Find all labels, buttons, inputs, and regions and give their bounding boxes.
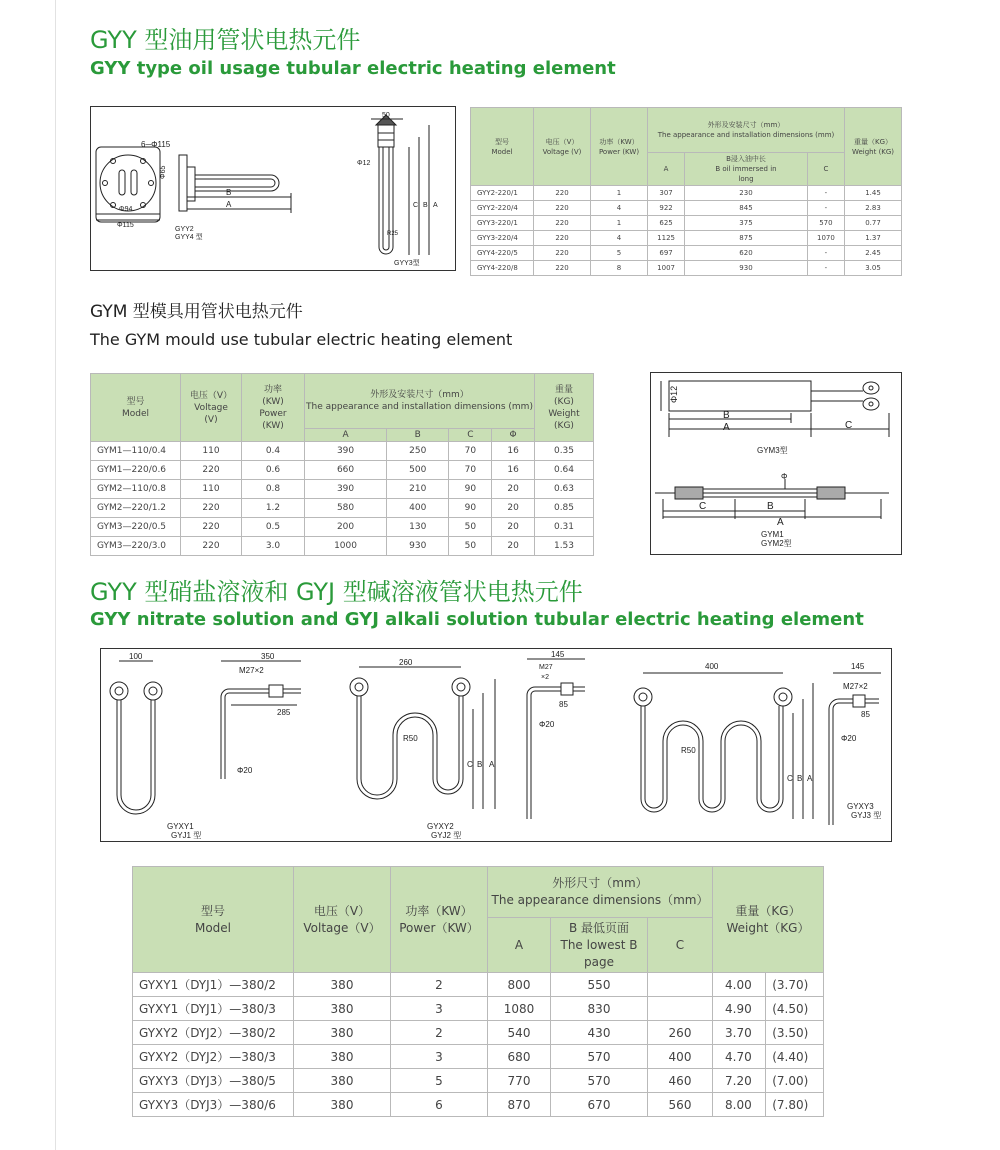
table-row: GYM2—220/1.2 220 1.2 580 400 90 20 0.85	[91, 499, 594, 518]
section2-title-cn: GYM 型模具用管状电热元件	[90, 302, 303, 322]
d3-type1b: GYJ1 型	[171, 831, 202, 840]
diagram-gyy-nitrate	[100, 648, 892, 842]
d3-m27v1: M27	[539, 664, 553, 671]
d1-phi12: Φ12	[357, 160, 371, 167]
d2-b2: B	[767, 501, 774, 512]
t2-h-phi: Φ	[492, 429, 535, 442]
table-row: GYXY1（DYJ1）—380/2 380 2 800 550 4.00 (3.70)	[133, 973, 824, 997]
table-gyy-nitrate	[132, 866, 824, 1117]
t1-h-weight: 重量（KG） Weight (KG)	[845, 108, 902, 186]
d1-r25: R25	[387, 231, 399, 237]
table-gyy-oil	[470, 107, 902, 276]
t3-h-model: 型号 Model	[133, 867, 294, 973]
t2-h-model: 型号 Model	[91, 374, 181, 442]
t3-h-a: A	[488, 918, 551, 973]
t3-h-b: B 最低页面 The lowest B page	[551, 918, 648, 973]
d1-phi94: Φ94	[119, 206, 133, 213]
d1-type3: GYY3型	[394, 260, 420, 267]
d3-b: B	[477, 760, 483, 769]
table-row: GYY4-220/8 220 8 1007 930 - 3.05	[471, 261, 902, 276]
d3-c: C	[467, 760, 473, 769]
d2-a: A	[723, 422, 730, 433]
table-row: GYM3—220/3.0 220 3.0 1000 930 50 20 1.53	[91, 537, 594, 556]
d2-type1: GYM3型	[757, 446, 788, 455]
section3-title-en: GYY nitrate solution and GYJ alkali solution tubular electric heating element	[90, 609, 864, 630]
d3-85b: 85	[861, 710, 870, 719]
d1-phi115: Φ115	[117, 222, 134, 229]
d2-b: B	[723, 410, 730, 421]
diagram-gyy-nitrate-drawing	[101, 649, 891, 841]
d3-type2a: GYXY2	[427, 822, 454, 831]
table-row: GYXY2（DYJ2）—380/3 380 3 680 570 400 4.70 (4.40)	[133, 1045, 824, 1069]
table-row: GYY3-220/4 220 4 1125 875 1070 1.37	[471, 231, 902, 246]
d3-a3: A	[807, 774, 813, 783]
table-gym	[90, 373, 594, 556]
d2-phi: Φ	[781, 472, 788, 481]
d1-holes: 6─Φ115	[141, 140, 171, 149]
d3-r50b: R50	[681, 746, 696, 755]
table-row: GYY4-220/5 220 5 697 620 - 2.45	[471, 246, 902, 261]
diagram-gyy-oil-drawing	[91, 107, 455, 270]
t3-h-dims: 外形尺寸（mm） The appearance dimensions（mm）	[488, 867, 713, 918]
t2-h-c: C	[449, 429, 492, 442]
d3-100: 100	[129, 652, 143, 661]
diagram-gym	[650, 372, 902, 555]
table-row: GYXY1（DYJ1）—380/3 380 3 1080 830 4.90 (4.50)	[133, 997, 824, 1021]
d1-50: 50	[382, 112, 390, 119]
d3-m27v2: ×2	[541, 674, 549, 681]
left-margin-line	[55, 0, 56, 1150]
t3-h-weight: 重量（KG） Weight（KG）	[713, 867, 824, 973]
d1-b: B	[226, 188, 232, 197]
d3-c3: C	[787, 774, 793, 783]
table-row: GYXY2（DYJ2）—380/2 380 2 540 430 260 3.70 (3.50)	[133, 1021, 824, 1045]
d1-phi65: Φ65	[160, 165, 167, 179]
table-row: GYY2-220/4 220 4 922 845 - 2.83	[471, 201, 902, 216]
d2-a2: A	[777, 517, 784, 528]
d3-b3: B	[797, 774, 803, 783]
t1-h-b: B浸入油中长 B oil immersed in long	[685, 153, 808, 186]
d3-r50: R50	[403, 734, 418, 743]
section3-title-cn: GYY 型硝盐溶液和 GYJ 型碱溶液管状电热元件	[90, 578, 583, 606]
d3-type3a: GYXY3	[847, 802, 874, 811]
t2-h-weight: 重量 (KG) Weight (KG)	[535, 374, 594, 442]
table-row: GYY2-220/1 220 1 307 230 - 1.45	[471, 186, 902, 201]
t3-h-power: 功率（KW） Power（KW）	[391, 867, 488, 973]
t1-h-dims: 外形及安装尺寸（mm） The appearance and installation dimensions (mm)	[648, 108, 845, 153]
d3-type1a: GYXY1	[167, 822, 194, 831]
t1-h-power: 功率（KW） Power (KW)	[591, 108, 648, 186]
d3-phi20b: Φ20	[539, 720, 555, 729]
table-row: GYM1—110/0.4 110 0.4 390 250 70 16 0.35	[91, 442, 594, 461]
table-row: GYY3-220/1 220 1 625 375 570 0.77	[471, 216, 902, 231]
d3-type2b: GYJ2 型	[431, 831, 462, 840]
section2-title-en: The GYM mould use tubular electric heating element	[90, 330, 513, 349]
t2-h-voltage: 电压（V） Voltage (V)	[181, 374, 242, 442]
t2-h-power: 功率 (KW) Power (KW)	[242, 374, 305, 442]
d2-type3: GYM2型	[761, 539, 792, 548]
d3-260: 260	[399, 658, 413, 667]
flange-circle	[100, 155, 156, 211]
d3-phi20: Φ20	[237, 766, 253, 775]
table-row: GYXY3（DYJ3）—380/6 380 6 870 670 560 8.00 (7.80)	[133, 1093, 824, 1117]
table-row: GYM1—220/0.6 220 0.6 660 500 70 16 0.64	[91, 461, 594, 480]
d3-a: A	[489, 760, 495, 769]
t2-h-a: A	[305, 429, 387, 442]
section1-title-en: GYY type oil usage tubular electric heating element	[90, 58, 616, 79]
d3-m27b: M27×2	[843, 682, 868, 691]
d2-c2: C	[699, 501, 707, 512]
d3-145: 145	[551, 650, 565, 659]
t1-h-a: A	[648, 153, 685, 186]
d2-phi12: Φ12	[669, 385, 679, 403]
d3-85: 85	[559, 700, 568, 709]
d2-type2: GYM1	[761, 530, 784, 539]
table-row: GYXY3（DYJ3）—380/5 380 5 770 570 460 7.20 (7.00)	[133, 1069, 824, 1093]
d1-type1: GYY2	[175, 226, 194, 233]
d3-type3b: GYJ3 型	[851, 811, 882, 820]
t3-h-c: C	[648, 918, 713, 973]
d3-400: 400	[705, 662, 719, 671]
t1-h-voltage: 电压（V） Voltage (V)	[534, 108, 591, 186]
d3-285: 285	[277, 708, 291, 717]
t2-h-dims: 外形及安装尺寸（mm） The appearance and installation dimensions (mm)	[305, 374, 535, 429]
section1-title-cn: GYY 型油用管状电热元件	[90, 26, 361, 54]
diagram-gyy-oil	[90, 106, 456, 271]
d1-a: A	[226, 200, 232, 209]
t2-h-b: B	[387, 429, 449, 442]
d1-type2: GYY4 型	[175, 234, 203, 241]
d1-a2: A	[433, 202, 438, 209]
d3-phi20c: Φ20	[841, 734, 857, 743]
d3-m27: M27×2	[239, 666, 264, 675]
d2-c: C	[845, 420, 853, 431]
t1-h-c: C	[807, 153, 844, 186]
t1-h-model: 型号 Model	[471, 108, 534, 186]
diagram-gym-drawing	[651, 373, 901, 554]
d3-145b: 145	[851, 662, 865, 671]
d1-b2: B	[423, 202, 428, 209]
table-row: GYM2—110/0.8 110 0.8 390 210 90 20 0.63	[91, 480, 594, 499]
d3-350: 350	[261, 652, 275, 661]
t3-h-voltage: 电压（V） Voltage（V）	[294, 867, 391, 973]
table-row: GYM3—220/0.5 220 0.5 200 130 50 20 0.31	[91, 518, 594, 537]
d1-c: C	[413, 202, 419, 209]
